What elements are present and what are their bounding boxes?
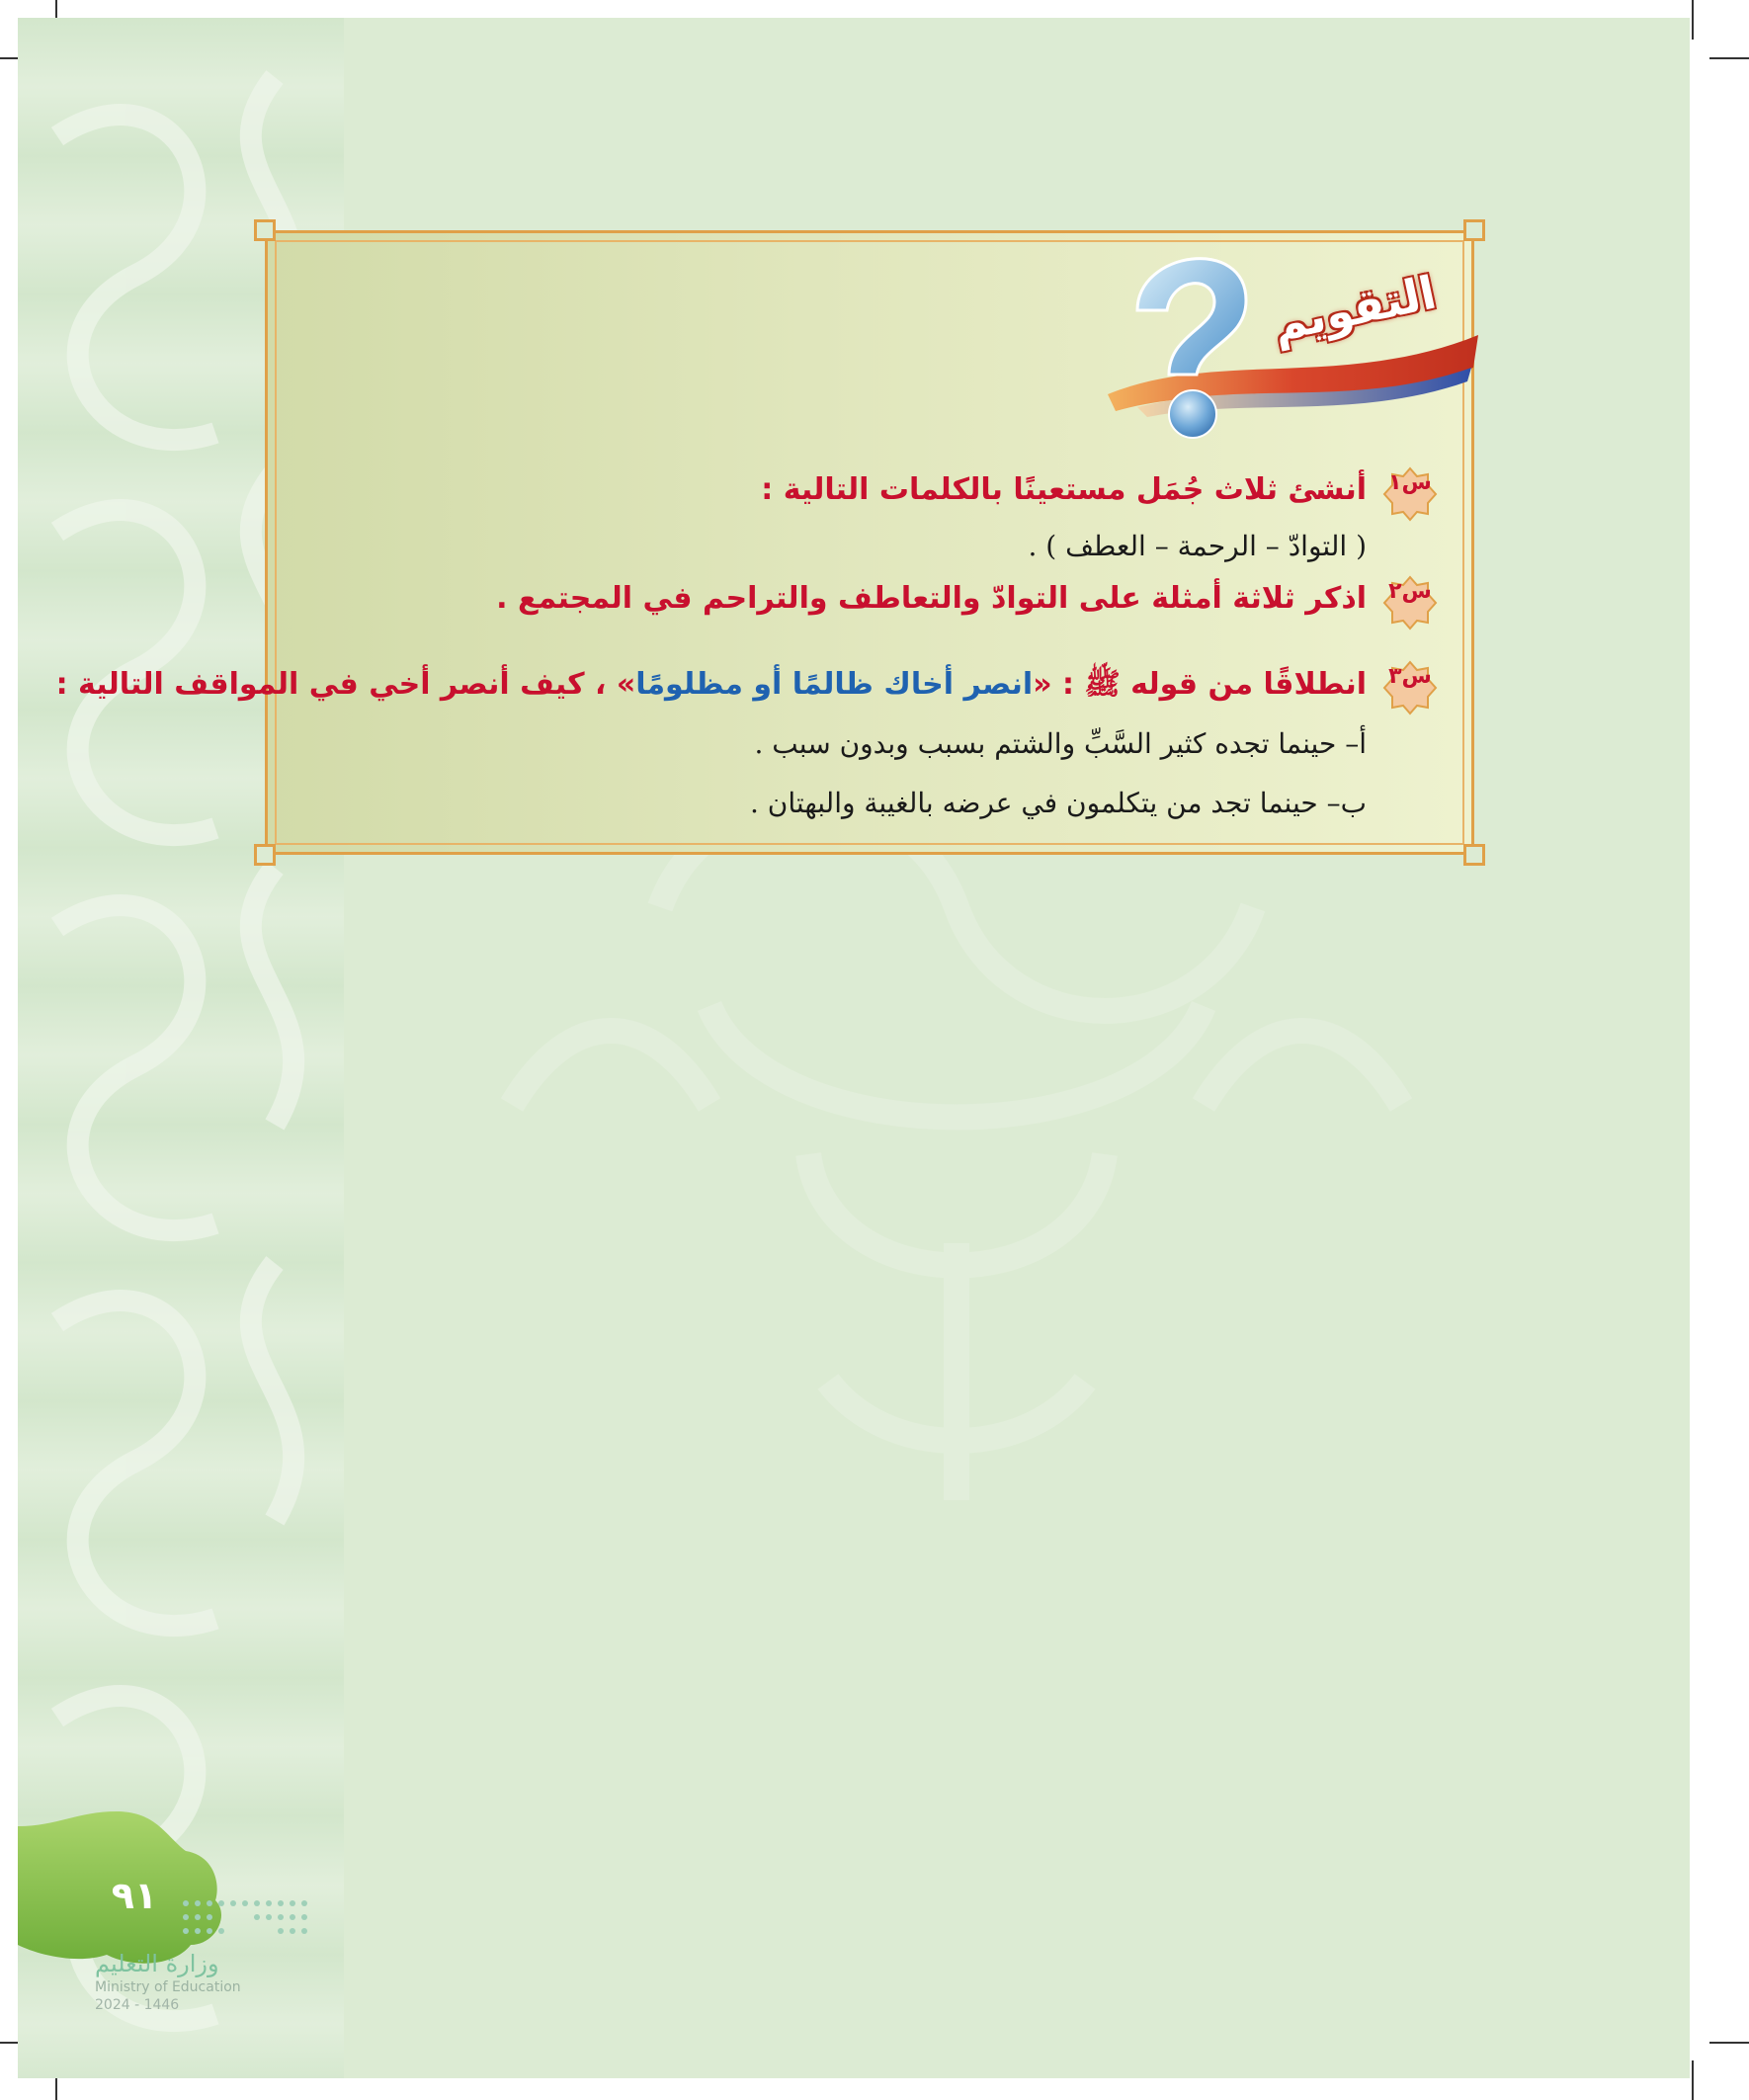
question-text — [56, 666, 1367, 709]
question-1 — [351, 466, 1438, 526]
question-number: س٣ — [1388, 664, 1432, 689]
crop-mark — [1709, 2042, 1749, 2044]
answer-item-b: ب– حينما تجد من يتكلمون في عرضه بالغيبة والبهتان . — [749, 787, 1367, 819]
crop-mark — [1692, 0, 1694, 40]
edition-year: 2024 - 1446 — [95, 1997, 180, 2013]
question-detail: ( التوادّ – الرحمة – العطف ) . — [1028, 530, 1367, 562]
answer-item-a: أ– حينما تجده كثير السَّبِّ والشتم بسبب وبدون سبب . — [754, 727, 1367, 760]
question-2 — [351, 575, 1438, 634]
ministry-name-ar: وزارة التعليم — [95, 1950, 219, 1977]
evaluation-box — [55, 230, 1474, 855]
question-text: أنشئ ثلاث جُمَل مستعينًا بالكلمات التالية : — [761, 472, 1367, 507]
question-text-end: » ، كيف أنصر أخي في المواقف التالية : — [55, 667, 636, 702]
page-number: ٩١ — [111, 1874, 158, 1917]
ministry-logo — [95, 1950, 312, 2013]
ministry-name-en: Ministry of Education — [95, 1979, 241, 1995]
question-number: س١ — [1388, 470, 1432, 495]
question-number: س٢ — [1388, 579, 1432, 604]
section-title: التقويم — [1268, 265, 1441, 353]
crop-mark — [1692, 2060, 1694, 2100]
frame-corner — [1463, 219, 1485, 241]
question-text-start: انطلاقًا من قوله ﷺ : « — [1033, 667, 1367, 702]
crop-mark — [1709, 57, 1749, 59]
hadith-quote: انصر أخاك ظالمًا أو مظلومًا — [635, 667, 1034, 702]
question-text: اذكر ثلاثة أمثلة على التوادّ والتعاطف والتراحم في المجتمع . — [496, 581, 1367, 616]
frame-corner — [1463, 844, 1485, 866]
frame-corner — [254, 219, 276, 241]
question-3 — [55, 660, 1438, 719]
textbook-page — [18, 18, 1690, 2078]
ministry-logo-icon — [176, 1893, 324, 1953]
frame-corner — [254, 844, 276, 866]
